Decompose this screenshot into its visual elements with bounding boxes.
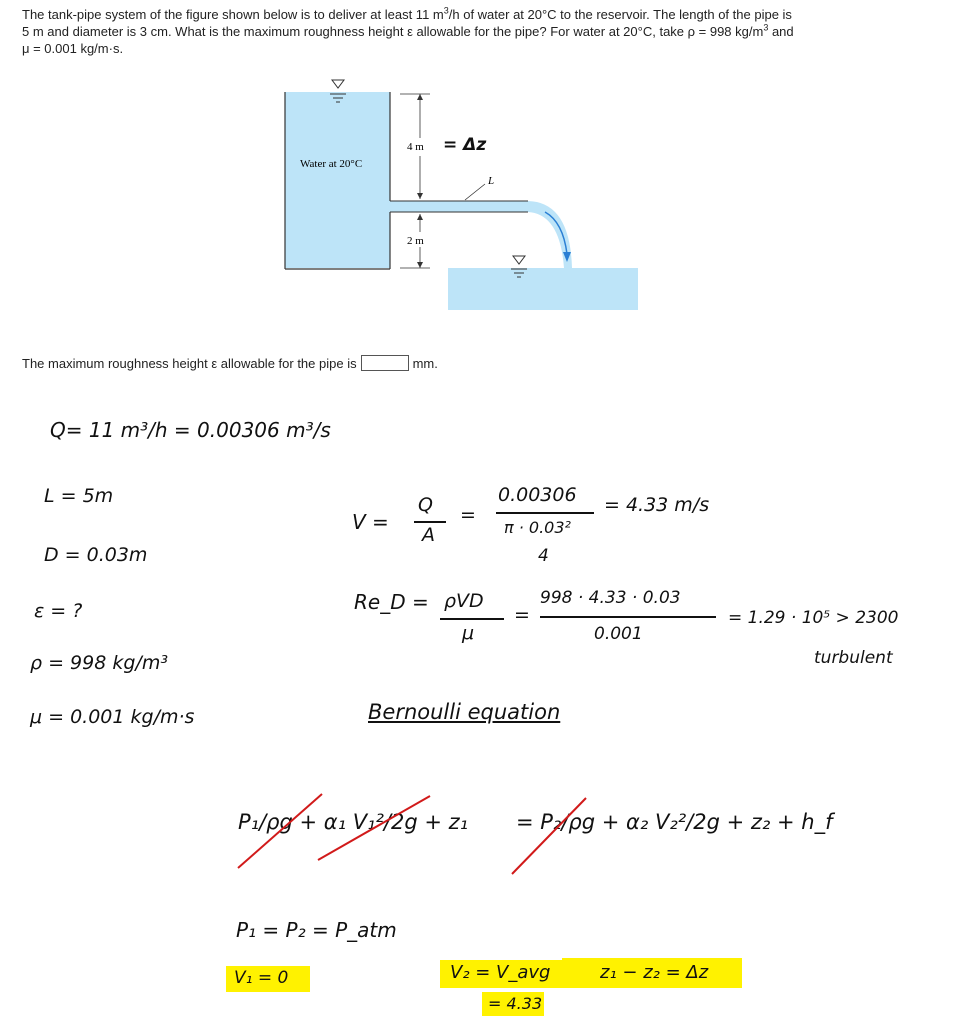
bernoulli-lhs: P₁/ρg + α₁ V₁²/2g + z₁ [238,810,469,834]
answer-prompt [22,355,438,371]
reynolds-bar [440,618,504,620]
pipe-length-label: L [488,175,495,187]
problem-text-2: /h of water at 20°C to the reservoir. The length of the pipe is [448,7,792,22]
reynolds-num2: 998 · 4.33 · 0.03 [540,588,681,608]
v2-condition: V₂ = V_avg [450,962,551,983]
velocity-bar [496,512,594,514]
velocity-lhs: V = [352,510,389,534]
superscript: 3 [443,5,449,16]
pressure-equality: P₁ = P₂ = P_atm [236,918,397,942]
reynolds-den: μ [462,622,475,644]
velocity-frac-num: Q [418,494,433,516]
velocity-result: = 4.33 m/s [604,494,710,516]
reynolds-num: ρVD [444,590,484,612]
handwritten-viscosity: μ = 0.001 kg/m·s [30,706,195,728]
velocity-den: π · 0.03² [504,518,571,537]
bernoulli-rhs: = P₂/ρg + α₂ V₂²/2g + z₂ + h_f [516,810,833,834]
reynolds-den2: 0.001 [594,624,643,644]
reynolds-bar2 [540,616,716,618]
problem-text-3: 5 m and diameter is 3 cm. What is the maximum roughness height ε allowable for the pipe? For water at 20°C, take ρ = 998 kg/m [22,24,764,39]
dz-condition: z₁ − z₂ = Δz [600,962,709,983]
delta-z-note: = Δz [443,135,487,155]
superscript: 3 [763,22,769,33]
turbulent-note: turbulent [814,648,893,668]
reynolds-equals: = [514,604,530,626]
bernoulli-title: Bernoulli equation [368,700,561,724]
handwritten-density: ρ = 998 kg/m³ [30,652,168,674]
height-lower-label: 2 m [407,235,424,247]
problem-text-1: The tank-pipe system of the figure shown below is to deliver at least 11 m [22,7,444,22]
velocity-equals: = [460,504,476,526]
v1-condition: V₁ = 0 [234,968,289,988]
handwritten-diameter: D = 0.03m [44,544,148,566]
reservoir-water [448,268,638,310]
problem-text-5: μ = 0.001 kg/m·s. [22,41,124,56]
height-upper-label: 4 m [407,141,424,153]
answer-prefix: The maximum roughness height ε allowable for the pipe is [22,355,357,371]
tank-pipe-figure [280,72,650,317]
problem-text-4: and [768,24,794,39]
answer-unit: mm. [412,355,438,371]
strike-marks [230,790,590,880]
handwritten-flow-rate: Q= 11 m³/h = 0.00306 m³/s [50,418,331,442]
velocity-frac-bar [414,521,446,523]
problem-statement [22,6,842,57]
velocity-frac-den: A [422,524,435,546]
answer-input[interactable] [361,355,409,371]
velocity-num: 0.00306 [498,484,577,506]
v2-value: = 4.33 [488,994,543,1013]
handwritten-length: L = 5m [44,485,114,507]
reservoir-surface-icon [513,256,525,264]
pipe [390,201,528,212]
tank-water [285,92,390,268]
tank-label: Water at 20°C [300,158,363,170]
free-surface-icon [332,80,344,88]
velocity-den-4: 4 [538,546,549,566]
handwritten-roughness: ε = ? [34,600,83,622]
reynolds-result: = 1.29 · 10⁵ > 2300 [728,608,899,628]
reynolds-lhs: Re_D = [354,590,429,614]
